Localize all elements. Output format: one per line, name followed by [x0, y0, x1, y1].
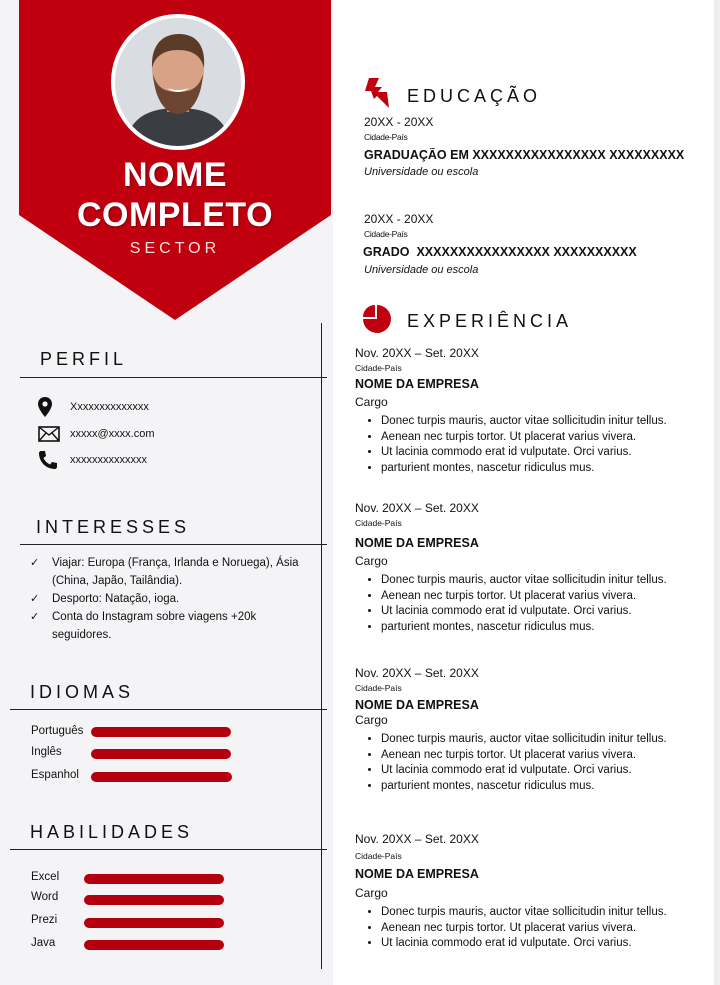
list-item: • Donec turpis mauris, auctor vitae sollicitudin initur tellus.: [381, 905, 715, 921]
column-divider: [321, 323, 322, 969]
section-title-educacao: EDUCAÇÃO: [407, 86, 542, 106]
job-entry: [355, 346, 715, 476]
language-bar: [91, 749, 231, 759]
list-item: ✓ Conta do Instagram sobre viagens +20k seguidores.: [30, 608, 315, 644]
phone-icon: [38, 450, 64, 470]
profile-photo: [111, 14, 245, 150]
job-role: Cargo: [355, 886, 388, 900]
list-item: • Aenean nec turpis tortor. Ut placerat varius vivera.: [381, 589, 715, 605]
language-bar: [91, 727, 231, 737]
list-item: • Donec turpis mauris, auctor vitae sollicitudin initur tellus.: [381, 732, 715, 748]
language-bar: [91, 772, 232, 782]
section-title-idiomas: IDIOMAS: [30, 682, 135, 702]
section-title-habilidades: HABILIDADES: [30, 822, 194, 842]
job-location: Cidade-País: [355, 683, 402, 693]
contact-email-text: xxxxx@xxxx.com: [70, 428, 155, 440]
job-date: Nov. 20XX – Set. 20XX: [355, 666, 479, 680]
name-line-1: NOME: [123, 156, 227, 194]
divider: [20, 377, 327, 378]
language-label: Espanhol: [31, 769, 79, 781]
education-degree: GRADO XXXXXXXXXXXXXXXX XXXXXXXXXX: [363, 245, 637, 259]
list-item: • Ut lacinia commodo erat id vulputate. Orci varius.: [381, 763, 715, 779]
list-item: • parturient montes, nascetur ridiculus mus.: [381, 461, 715, 477]
education-location: Cidade-País: [364, 229, 408, 239]
job-bullets: [355, 905, 715, 952]
list-item: ✓ Viajar: Europa (França, Irlanda e Noruega), Ásia (China, Japão, Tailândia).: [30, 554, 315, 590]
interests-list: [30, 554, 315, 644]
contact-location: [38, 397, 149, 417]
job-date: Nov. 20XX – Set. 20XX: [355, 346, 479, 360]
list-item: • parturient montes, nascetur ridiculus mus.: [381, 779, 715, 795]
job-bullets: [355, 414, 715, 476]
education-date: 20XX - 20XX: [364, 212, 434, 226]
job-location: Cidade-País: [355, 851, 402, 861]
job-entry: [355, 832, 715, 952]
list-item: ✓ Desporto: Natação, ioga.: [30, 590, 315, 608]
section-title-perfil: PERFIL: [40, 349, 128, 369]
divider: [10, 709, 327, 710]
list-item: • Ut lacinia commodo erat id vulputate. Orci varius.: [381, 936, 715, 952]
job-bullets: [355, 573, 715, 635]
language-label: Português: [31, 725, 84, 737]
list-item: • Ut lacinia commodo erat id vulputate. Orci varius.: [381, 445, 715, 461]
education-date: 20XX - 20XX: [364, 115, 434, 129]
list-item: • parturient montes, nascetur ridiculus mus.: [381, 620, 715, 636]
job-date: Nov. 20XX – Set. 20XX: [355, 832, 479, 846]
job-date: Nov. 20XX – Set. 20XX: [355, 501, 479, 515]
divider: [20, 544, 327, 545]
skill-label: Excel: [31, 871, 60, 883]
job-company: NOME DA EMPRESA: [355, 867, 479, 881]
skill-bar: [84, 940, 224, 950]
list-item: • Donec turpis mauris, auctor vitae sollicitudin initur tellus.: [381, 414, 715, 430]
divider: [10, 849, 327, 850]
list-item: • Ut lacinia commodo erat id vulputate. Orci varius.: [381, 604, 715, 620]
envelope-icon: [38, 424, 64, 444]
education-location: Cidade-País: [364, 132, 408, 142]
job-entry: [355, 666, 715, 794]
list-item: • Aenean nec turpis tortor. Ut placerat varius vivera.: [381, 748, 715, 764]
job-company: NOME DA EMPRESA: [355, 698, 479, 712]
job-entry: [355, 501, 715, 635]
job-role: Cargo: [355, 554, 388, 568]
skill-label: Word: [31, 891, 59, 903]
contact-location-text: Xxxxxxxxxxxxxx: [70, 401, 149, 413]
job-company: NOME DA EMPRESA: [355, 536, 479, 550]
list-item: • Aenean nec turpis tortor. Ut placerat varius vivera.: [381, 430, 715, 446]
lightning-icon: [363, 78, 391, 108]
skill-bar: [84, 895, 224, 905]
name-line-2: COMPLETO: [76, 196, 274, 234]
location-pin-icon: [38, 397, 64, 417]
contact-phone: [38, 450, 147, 470]
pie-chart-icon: [362, 304, 392, 334]
job-bullets: [355, 732, 715, 794]
skill-bar: [84, 918, 224, 928]
contact-phone-text: xxxxxxxxxxxxxx: [70, 454, 147, 466]
job-location: Cidade-País: [355, 518, 402, 528]
list-item: • Aenean nec turpis tortor. Ut placerat varius vivera.: [381, 921, 715, 937]
section-title-interesses: INTERESSES: [36, 517, 191, 537]
skill-label: Prezi: [31, 914, 58, 926]
section-title-experiencia: EXPERIÊNCIA: [407, 311, 573, 331]
job-role: Cargo: [355, 713, 388, 727]
education-school: Universidade ou escola: [364, 166, 479, 178]
job-company: NOME DA EMPRESA: [355, 377, 479, 391]
education-degree: GRADUAÇÃO EM XXXXXXXXXXXXXXXX XXXXXXXXX: [364, 148, 685, 162]
avatar-portrait: [115, 18, 241, 146]
skill-bar: [84, 874, 224, 884]
sector-label: SECTOR: [129, 240, 221, 257]
contact-email: [38, 424, 155, 444]
education-school: Universidade ou escola: [364, 264, 479, 276]
job-location: Cidade-País: [355, 363, 402, 373]
job-role: Cargo: [355, 395, 388, 409]
language-label: Inglês: [31, 746, 62, 758]
skill-label: Java: [31, 937, 56, 949]
list-item: • Donec turpis mauris, auctor vitae sollicitudin initur tellus.: [381, 573, 715, 589]
